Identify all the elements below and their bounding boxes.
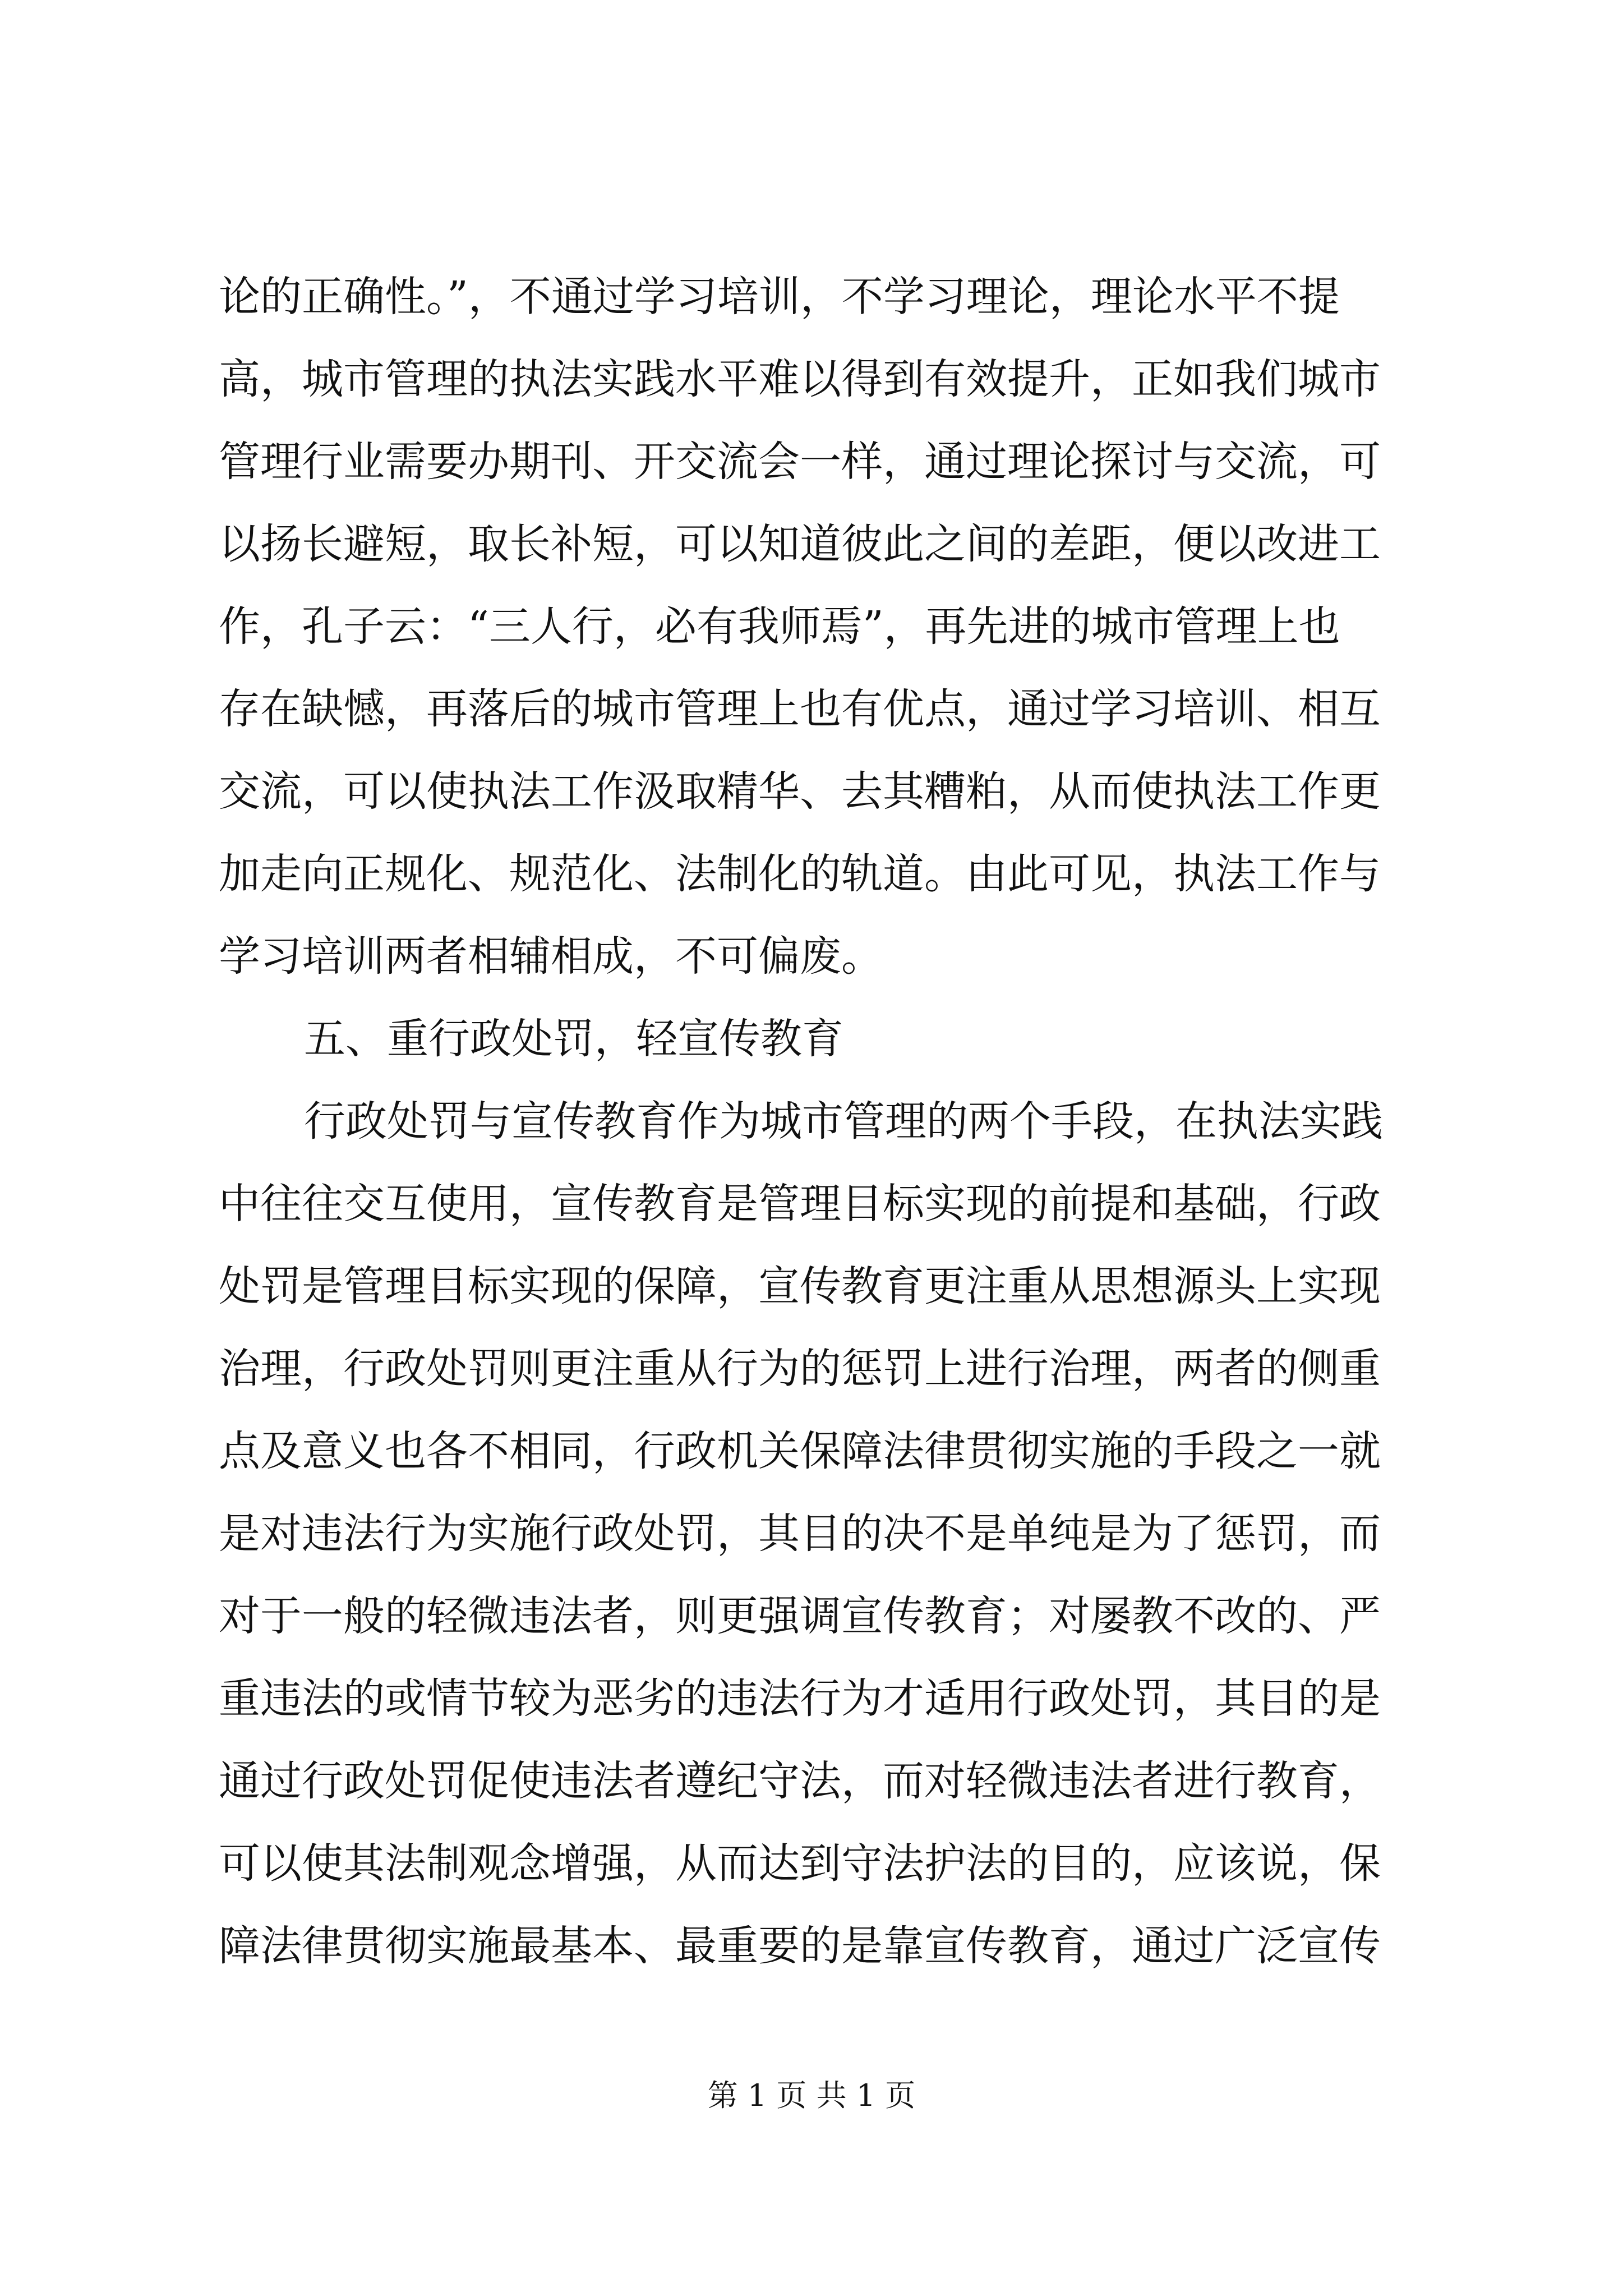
text-line: 通过行政处罚促使违法者遵纪守法，而对轻微违法者进行教育， (219, 1757, 1381, 1805)
page-number-footer: 第 1 页 共 1 页 (707, 2078, 916, 2113)
text-line: 交流，可以使执法工作汲取精华、去其糟粕，从而使执法工作更 (219, 767, 1381, 816)
text-line: 对于一般的轻微违法者，则更强调宣传教育；对屡教不改的、严 (219, 1592, 1381, 1640)
text-line: 以扬长避短，取长补短，可以知道彼此之间的差距，便以改进工 (219, 520, 1381, 568)
section-heading: 五、重行政处罚，轻宣传教育 (304, 1015, 843, 1063)
text-line: 点及意义也各不相同，行政机关保障法律贯彻实施的手段之一就 (219, 1427, 1381, 1475)
document-body (219, 256, 1430, 1987)
text-line: 障法律贯彻实施最基本、最重要的是靠宣传教育，通过广泛宣传 (219, 1922, 1381, 1970)
text-line: 管理行业需要办期刊、开交流会一样，通过理论探讨与交流，可 (219, 438, 1381, 486)
text-line: 加走向正规化、规范化、法制化的轨道。由此可见，执法工作与 (219, 850, 1381, 898)
text-line: 论的正确性。”，不通过学习培训，不学习理论，理论水平不提 (219, 273, 1340, 321)
text-line: 高，城市管理的执法实践水平难以得到有效提升，正如我们城市 (219, 355, 1381, 403)
text-line: 可以使其法制观念增强，从而达到守法护法的目的，应该说，保 (219, 1839, 1381, 1888)
text-line: 存在缺憾，再落后的城市管理上也有优点，通过学习培训、相互 (219, 685, 1381, 733)
text-line: 治理，行政处罚则更注重从行为的惩罚上进行治理，两者的侧重 (219, 1345, 1381, 1393)
text-line: 学习培训两者相辅相成，不可偏废。 (219, 932, 883, 981)
text-line: 重违法的或情节较为恶劣的违法行为才适用行政处罚，其目的是 (219, 1674, 1381, 1723)
text-line: 是对违法行为实施行政处罚，其目的决不是单纯是为了惩罚，而 (219, 1510, 1381, 1558)
text-line: 中往往交互使用，宣传教育是管理目标实现的前提和基础，行政 (219, 1180, 1381, 1228)
text-line: 作，孔子云：“三人行，必有我师焉”，再先进的城市管理上也 (219, 602, 1340, 651)
paragraph-first-line: 行政处罚与宣传教育作为城市管理的两个手段，在执法实践 (304, 1097, 1383, 1145)
text-line: 处罚是管理目标实现的保障，宣传教育更注重从思想源头上实现 (219, 1262, 1381, 1310)
